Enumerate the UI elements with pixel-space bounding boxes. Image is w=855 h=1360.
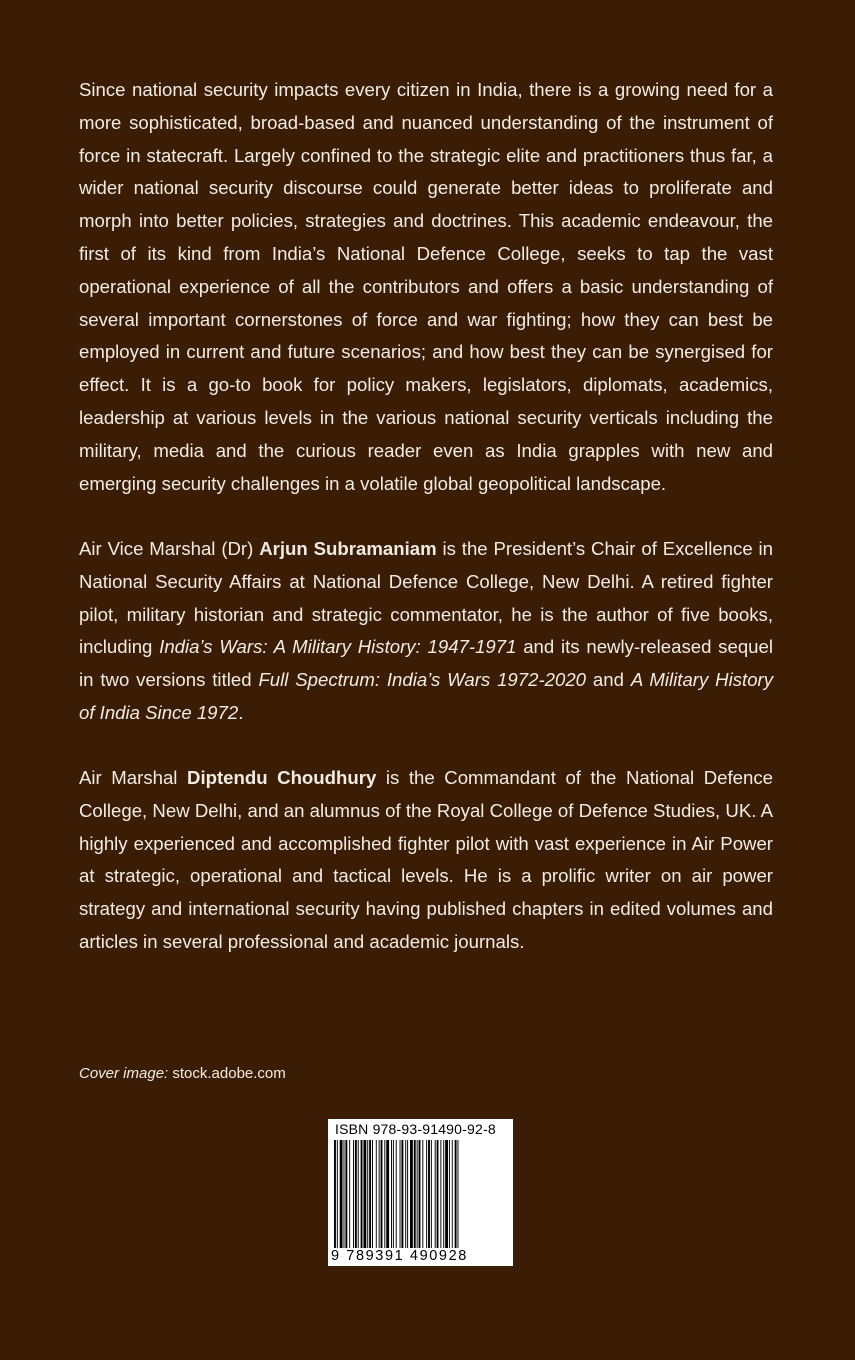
barcode-bar xyxy=(443,1140,444,1262)
author-bio-subramaniam xyxy=(79,533,773,730)
barcode-bar xyxy=(369,1140,371,1262)
author1-name: Arjun Subramaniam xyxy=(259,538,437,559)
barcode-bar xyxy=(407,1140,408,1262)
author2-bio: is the Commandant of the National Defence College, New Delhi, and an alumnus of the Royal College of Defence Studies, UK. A highly experienced and accomplished fighter pilot with vast experience in Air Power at strategic, operational and tactical levels. He is a prolific writer on air power strategy and international security having published chapters in edited volumes and articles in several professional and academic journals. xyxy=(79,767,774,952)
barcode-bar xyxy=(376,1140,377,1262)
isbn-label: ISBN 978-93-91490-92-8 xyxy=(335,1121,496,1137)
author1-bio-c: and xyxy=(592,669,624,691)
barcode-bar xyxy=(414,1140,416,1262)
author-bio-choudhury xyxy=(79,762,773,959)
barcode-bar xyxy=(379,1140,380,1262)
barcode-bar xyxy=(367,1140,368,1262)
author1-rank: Air Vice Marshal (Dr) xyxy=(79,538,254,559)
barcode-bar xyxy=(431,1140,432,1262)
author2-name: Diptendu Choudhury xyxy=(187,767,377,788)
barcode-bar xyxy=(372,1140,373,1262)
barcode-bar xyxy=(417,1140,418,1262)
barcode-bar xyxy=(381,1140,383,1262)
author1-bio-d: . xyxy=(238,701,244,723)
barcode-bar xyxy=(345,1140,347,1262)
barcode-bar xyxy=(426,1140,427,1262)
author1-book3: A Military History of India Since 1972 xyxy=(79,669,774,723)
barcode-bar xyxy=(445,1140,448,1262)
barcode-bars xyxy=(334,1140,507,1262)
barcode-bar xyxy=(344,1140,345,1262)
barcode-bar xyxy=(428,1140,430,1262)
author1-bio-b: and its newly-released sequel in two versions titled xyxy=(79,636,773,691)
blurb-paragraph: Since national security impacts every citizen in India, there is a growing need for a more sophisticated, broad-based and nuanced understanding of the instrument of force in statecraft. Largely confined to the strategic elite and practitioners thus far, a wider national security discourse could generate better ideas to proliferate and morph into better policies, strategies and doctrines. This academic endeavour, the first of its kind from India’s National Defence College, seeks to tap the vast operational experience of all the contributors and offers a basic understanding of several important cornerstones of force and war fighting; how they can best be employed in current and future scenarios; and how best they can be synergised for effect. It is a go-to book for policy makers, legislators, diplomats, academics, leadership at various levels in the various national security verticals including the military, media and the curious reader even as India grapples with new and emerging security challenges in a volatile global geopolitical landscape. xyxy=(79,79,773,494)
barcode-bar xyxy=(405,1140,406,1262)
barcode-bar xyxy=(455,1140,457,1262)
barcode-bar xyxy=(437,1140,439,1262)
barcode-bar xyxy=(400,1140,401,1262)
barcode-bar xyxy=(358,1140,359,1262)
credit-source: stock.adobe.com xyxy=(172,1065,286,1082)
barcode-bar xyxy=(384,1140,385,1262)
barcode-bar xyxy=(458,1140,459,1262)
credit-label: Cover image: xyxy=(79,1065,169,1082)
barcode-bar xyxy=(401,1140,403,1262)
barcode-bar xyxy=(349,1140,350,1262)
barcode-bar xyxy=(396,1140,397,1262)
barcode-bar xyxy=(361,1140,363,1262)
barcode-bar xyxy=(410,1140,413,1262)
barcode-bar xyxy=(449,1140,450,1262)
author1-book2: Full Spectrum: India’s Wars 1972-2020 xyxy=(258,669,587,691)
author1-book1: India’s Wars: A Military History: 1947-1971 xyxy=(159,636,517,658)
author1-bio-a: is the President’s Chair of Excellence in National Security Affairs at National Defence College, New Delhi. A retired fighter pilot, military historian and strategic commentator, he is the author of five books, including xyxy=(79,538,774,658)
barcode-bar xyxy=(422,1140,423,1262)
barcode-bar xyxy=(353,1140,354,1262)
barcode-bar xyxy=(440,1140,441,1262)
barcode-bar xyxy=(337,1140,338,1262)
barcode-bar xyxy=(340,1140,343,1262)
cover-image-credit xyxy=(79,1063,286,1085)
barcode-bar xyxy=(334,1140,336,1262)
barcode-bar xyxy=(452,1140,453,1262)
isbn-barcode xyxy=(328,1119,513,1266)
barcode-bar xyxy=(386,1140,389,1262)
barcode-bar xyxy=(435,1140,436,1262)
isbn-digits: 9 789391 490928 xyxy=(331,1248,468,1264)
barcode-bar xyxy=(391,1140,392,1262)
barcode-bar xyxy=(355,1140,357,1262)
barcode-bar xyxy=(363,1140,366,1262)
barcode-bar xyxy=(393,1140,394,1262)
author2-rank: Air Marshal xyxy=(79,767,178,788)
barcode-bar xyxy=(419,1140,421,1262)
